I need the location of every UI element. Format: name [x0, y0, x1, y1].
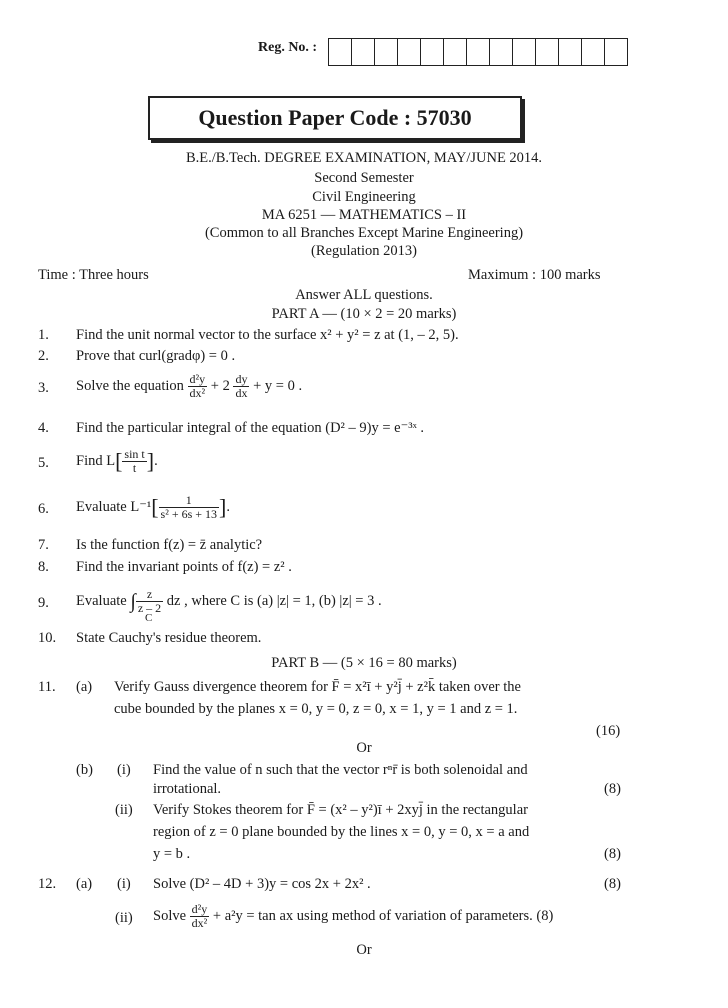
q3-fraction-2: $\frac{dy}{dx}$	[235, 372, 248, 401]
q11b-i-marks: (8)	[604, 781, 621, 797]
q9-line: Evaluate ∫ $\frac{z}{z - 2}$ dz , where C is (a) |z| = 1, (b) |z| = 3 .	[76, 587, 382, 616]
subject: MA 6251 — MATHEMATICS – II	[261, 207, 467, 223]
q11b-i-line2: irrotational.	[153, 781, 222, 797]
q11a-label: (a)	[76, 679, 93, 695]
q8-number: 8.	[38, 559, 49, 575]
or-separator-2: Or	[356, 942, 372, 958]
instruction: Answer ALL questions.	[295, 287, 433, 303]
or-separator-1: Or	[356, 740, 372, 756]
branch: Civil Engineering	[312, 189, 416, 205]
q12a-label: (a)	[76, 876, 93, 892]
q12a-ii-label: (ii)	[115, 910, 133, 926]
q3-fraction-1: $\frac{\text{d²y}}{\text{dx²}}$	[189, 372, 206, 401]
q11b-ii-marks: (8)	[604, 846, 621, 862]
q8-text: Find the invariant points of f(z) = z² .	[76, 559, 292, 575]
q3-text: Solve the equation	[76, 378, 184, 394]
q3-number: 3.	[38, 380, 49, 396]
semester: Second Semester	[314, 170, 414, 186]
part-b-title: PART B — (5 × 16 = 80 marks)	[271, 655, 457, 671]
q5-fraction: $\frac{\text{sin t}}{t}$	[124, 447, 145, 476]
q3-line: Solve the equation $\frac{\text{d²y}}{\text{dx²}}$ + 2 $\frac{dy}{dx}$ + y = 0 .	[76, 372, 303, 401]
q6-text: Evaluate L⁻¹	[76, 499, 152, 515]
q10-number: 10.	[38, 630, 57, 646]
q11b-label: (b)	[76, 762, 93, 778]
q11a-line1: Verify Gauss divergence theorem for F̄ = x²ī + y²j̄ + z²k̄ taken over the	[114, 679, 521, 695]
q1-number: 1.	[38, 327, 49, 343]
q9-tail: dz , where C is (a) |z| = 1, (b) |z| = 3 .	[166, 593, 382, 609]
q12a-i-text: Solve (D² – 4D + 3)y = cos 2x + 2x² .	[153, 876, 371, 892]
q12a-ii-text: + a²y = tan ax using method of variation of parameters. (8)	[212, 908, 554, 924]
q11a-line2: cube bounded by the planes x = 0, y = 0, z = 0, x = 1, y = 1 and z = 1.	[114, 701, 518, 717]
q9-number: 9.	[38, 595, 49, 611]
q9-contour-label: C	[145, 612, 153, 624]
max-marks: Maximum : 100 marks	[468, 267, 601, 283]
q11b-ii-line1: Verify Stokes theorem for F̄ = (x² – y²)ī + 2xyj̄ in the rectangular	[153, 802, 528, 818]
part-a-title: PART A — (10 × 2 = 20 marks)	[271, 306, 457, 322]
q5-line: Find L[ $\frac{\text{sin t}}{t}$ ].	[76, 447, 158, 476]
q6-fraction: $\frac{1}{\text{s² + 6s + 13}}$	[160, 493, 218, 522]
q9-text: Evaluate	[76, 593, 127, 609]
reg-no-boxes	[328, 38, 628, 66]
q4-number: 4.	[38, 420, 49, 436]
q5-number: 5.	[38, 455, 49, 471]
q6-line: Evaluate L⁻¹[ $\frac{1}{\text{s² + 6s + 13}}$ ].	[76, 493, 230, 522]
q7-number: 7.	[38, 537, 49, 553]
q12a-ii-pre: Solve	[153, 908, 187, 924]
question-paper-code: Question Paper Code : 57030	[148, 96, 522, 140]
q6-number: 6.	[38, 501, 49, 517]
q10-text: State Cauchy's residue theorem.	[76, 630, 262, 646]
q5-text: Find L	[76, 453, 116, 469]
q12a-i-label: (i)	[117, 876, 131, 892]
q1-text: Find the unit normal vector to the surface x² + y² = z at (1, – 2, 5).	[76, 327, 459, 343]
q11-number: 11.	[38, 679, 56, 695]
q2-number: 2.	[38, 348, 49, 364]
q2-text: Prove that curl(gradφ) = 0 .	[76, 348, 236, 364]
q12-number: 12.	[38, 876, 57, 892]
q4-text: Find the particular integral of the equation (D² – 9)y = e⁻³ˣ .	[76, 420, 425, 436]
q12a-i-marks: (8)	[604, 876, 621, 892]
q3-tail: + y = 0 .	[253, 378, 303, 394]
q7-text: Is the function f(z) = z̄ analytic?	[76, 537, 263, 553]
reg-no-label: Reg. No. :	[258, 40, 318, 55]
q11b-i-line1: Find the value of n such that the vector rⁿr̄ is both solenoidal and	[153, 762, 528, 778]
q11b-i-label: (i)	[117, 762, 131, 778]
regulation: (Regulation 2013)	[311, 243, 417, 259]
q9-fraction: $\frac{z}{z - 2}$	[137, 587, 162, 616]
q11b-ii-label: (ii)	[115, 802, 133, 818]
exam-title: B.E./B.Tech. DEGREE EXAMINATION, MAY/JUNE 2014.	[185, 150, 543, 166]
time-label: Time : Three hours	[38, 267, 149, 283]
q12a-ii-line	[153, 898, 553, 934]
q12a-ii-fraction: $\frac{\text{d²y}}{\text{dx²}}$	[191, 902, 208, 931]
common-note: (Common to all Branches Except Marine Engineering)	[204, 225, 524, 241]
q11b-ii-line2: region of z = 0 plane bounded by the lines x = 0, y = 0, x = a and	[153, 824, 530, 840]
q11b-ii-line3: y = b .	[153, 846, 191, 862]
q11a-marks: (16)	[596, 723, 621, 739]
